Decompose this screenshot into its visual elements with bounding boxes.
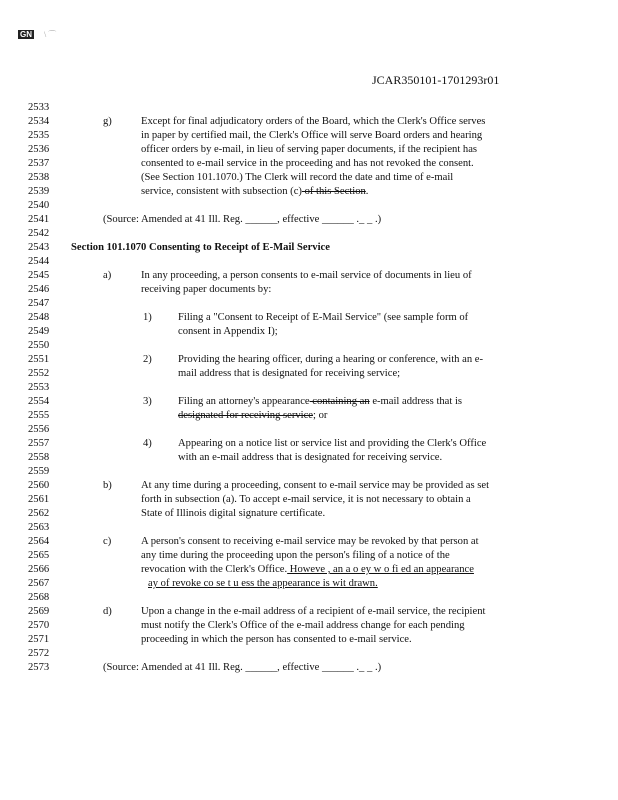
line-number: 2565 xyxy=(28,550,50,561)
line-text: State of Illinois digital signature certificate. xyxy=(141,508,326,519)
line-number: 2562 xyxy=(28,508,50,519)
subsection-label-d: d) xyxy=(103,606,112,617)
line-number: 2554 xyxy=(28,396,50,407)
line-number: 2561 xyxy=(28,494,50,505)
line-text: At any time during a proceeding, consent to e-mail service may be provided as set xyxy=(141,480,490,491)
line-2542 xyxy=(0,227,618,241)
line-number: 2558 xyxy=(28,452,50,463)
line-text xyxy=(141,563,474,577)
line-2565 xyxy=(0,549,618,563)
line-2533 xyxy=(0,101,618,115)
line-2546 xyxy=(0,283,618,297)
item-label-1: 1) xyxy=(143,312,152,323)
line-text: receiving paper documents by: xyxy=(141,284,272,295)
line-number: 2544 xyxy=(28,256,50,267)
line-number: 2568 xyxy=(28,592,50,603)
line-number: 2564 xyxy=(28,536,50,547)
line-2553 xyxy=(0,381,618,395)
line-text xyxy=(178,395,462,409)
line-number: 2569 xyxy=(28,606,50,617)
line-2568 xyxy=(0,591,618,605)
line-number: 2560 xyxy=(28,480,50,491)
line-2543 xyxy=(0,241,618,255)
struck-text: of this Section xyxy=(301,186,366,197)
line-text: A person's consent to receiving e-mail service may be revoked by that person at xyxy=(141,536,479,547)
struck-text: an xyxy=(357,396,370,407)
line-number: 2538 xyxy=(28,172,50,183)
line-number: 2567 xyxy=(28,578,50,589)
line-2558 xyxy=(0,451,618,465)
line-2554 xyxy=(0,395,618,409)
text-segment: ; or xyxy=(313,410,328,421)
subsection-label-g: g) xyxy=(103,116,112,127)
source-note: (Source: Amended at 41 Ill. Reg. ______, effective ______ ._ _ .) xyxy=(103,662,382,673)
line-text: proceeding in which the person has consented to e-mail service. xyxy=(141,634,412,645)
line-2572 xyxy=(0,647,618,661)
line-2536 xyxy=(0,143,618,157)
line-number: 2548 xyxy=(28,312,50,323)
line-number: 2540 xyxy=(28,200,50,211)
line-number: 2552 xyxy=(28,368,50,379)
line-2541 xyxy=(0,213,618,227)
line-2561 xyxy=(0,493,618,507)
line-number: 2563 xyxy=(28,522,50,533)
line-2559 xyxy=(0,465,618,479)
subsection-label-b: b) xyxy=(103,480,112,491)
line-number: 2536 xyxy=(28,144,50,155)
line-number: 2553 xyxy=(28,382,50,393)
line-2539 xyxy=(0,185,618,199)
line-number: 2555 xyxy=(28,410,50,421)
line-text: forth in subsection (a). To accept e-mail service, it is not necessary to obtain a xyxy=(141,494,471,505)
line-text: any time during the proceeding upon the person's filing of a notice of the xyxy=(141,550,450,561)
text-segment: e-mail address that is xyxy=(369,396,463,407)
line-text: (See Section 101.1070.) The Clerk will record the date and time of e-mail xyxy=(141,172,454,183)
line-2557 xyxy=(0,437,618,451)
line-number: 2566 xyxy=(28,564,50,575)
line-number: 2546 xyxy=(28,284,50,295)
line-2545 xyxy=(0,269,618,283)
line-number: 2539 xyxy=(28,186,50,197)
subsection-label-a: a) xyxy=(103,270,112,281)
line-2552 xyxy=(0,367,618,381)
line-2549 xyxy=(0,325,618,339)
line-text: must notify the Clerk's Office of the e-mail address change for each pending xyxy=(141,620,465,631)
text-segment: service, consistent with subsection (c) xyxy=(141,186,302,197)
struck-text: containing xyxy=(309,396,358,407)
line-text xyxy=(178,409,327,423)
line-text: In any proceeding, a person consents to e-mail service of documents in lieu of xyxy=(141,270,472,281)
inserted-text: ay of revoke co se t u ess the appearance is wit drawn. xyxy=(148,578,378,589)
line-number: 2550 xyxy=(28,340,50,351)
line-text: Except for final adjudicatory orders of the Board, which the Clerk's Office serves xyxy=(141,116,486,127)
line-2544 xyxy=(0,255,618,269)
subsection-label-c: c) xyxy=(103,536,112,547)
line-text: mail address that is designated for receiving service; xyxy=(178,368,401,379)
line-text: Upon a change in the e-mail address of a recipient of e-mail service, the recipient xyxy=(141,606,486,617)
line-number: 2551 xyxy=(28,354,50,365)
line-2560 xyxy=(0,479,618,493)
line-number: 2541 xyxy=(28,214,50,225)
line-2571 xyxy=(0,633,618,647)
line-2564 xyxy=(0,535,618,549)
line-text xyxy=(141,185,368,199)
inserted-text: Howeve , an a o ey w o fi ed an appearance xyxy=(287,564,474,575)
line-number: 2537 xyxy=(28,158,50,169)
line-number: 2557 xyxy=(28,438,50,449)
line-number: 2556 xyxy=(28,424,50,435)
line-number: 2573 xyxy=(28,662,50,673)
item-label-4: 4) xyxy=(143,438,152,449)
line-number: 2543 xyxy=(28,242,50,253)
text-segment: Filing an attorney's appearance xyxy=(178,396,310,407)
line-text: with an e-mail address that is designated for receiving service. xyxy=(178,452,443,463)
line-number: 2570 xyxy=(28,620,50,631)
line-number: 2535 xyxy=(28,130,50,141)
line-number: 2542 xyxy=(28,228,50,239)
line-text: in paper by certified mail, the Clerk's Office will serve Board orders and hearing xyxy=(141,130,483,141)
line-2573 xyxy=(0,661,618,675)
line-2547 xyxy=(0,297,618,311)
line-2556 xyxy=(0,423,618,437)
line-2567 xyxy=(0,577,618,591)
line-2562 xyxy=(0,507,618,521)
line-2570 xyxy=(0,619,618,633)
line-text: Providing the hearing officer, during a hearing or conference, with an e- xyxy=(178,354,484,365)
line-2566 xyxy=(0,563,618,577)
line-text: Appearing on a notice list or service list and providing the Clerk's Office xyxy=(178,438,487,449)
line-2563 xyxy=(0,521,618,535)
line-2537 xyxy=(0,157,618,171)
line-2548 xyxy=(0,311,618,325)
struck-text: designated for receiving service xyxy=(178,410,314,421)
scan-stamp: GN xyxy=(20,30,32,39)
item-label-2: 2) xyxy=(143,354,152,365)
document-id: JCAR350101-1701293r01 xyxy=(372,73,500,87)
line-number: 2571 xyxy=(28,634,50,645)
line-number: 2534 xyxy=(28,116,50,127)
text-segment: . xyxy=(365,186,369,197)
text-segment: revocation with the Clerk's Office. xyxy=(141,564,288,575)
line-2555 xyxy=(0,409,618,423)
line-2534 xyxy=(0,115,618,129)
line-2569 xyxy=(0,605,618,619)
line-number: 2533 xyxy=(28,102,50,113)
line-2540 xyxy=(0,199,618,213)
line-number: 2572 xyxy=(28,648,50,659)
line-number: 2549 xyxy=(28,326,50,337)
item-label-3: 3) xyxy=(143,396,152,407)
line-number: 2559 xyxy=(28,466,50,477)
line-text: officer orders by e-mail, in lieu of serving paper documents, if the recipient has xyxy=(141,144,478,155)
line-text: consent in Appendix I); xyxy=(178,326,278,337)
line-text: Filing a "Consent to Receipt of E-Mail Service" (see sample form of xyxy=(178,312,469,323)
line-2550 xyxy=(0,339,618,353)
scan-marks: \ ⌒ xyxy=(44,30,57,39)
section-heading: Section 101.1070 Consenting to Receipt of E-Mail Service xyxy=(71,242,330,253)
line-number: 2547 xyxy=(28,298,50,309)
source-note: (Source: Amended at 41 Ill. Reg. ______, effective ______ ._ _ .) xyxy=(103,214,382,225)
line-2535 xyxy=(0,129,618,143)
line-text: consented to e-mail service in the proceeding and has not revoked the consent. xyxy=(141,158,474,169)
line-2551 xyxy=(0,353,618,367)
line-number: 2545 xyxy=(28,270,50,281)
line-2538 xyxy=(0,171,618,185)
